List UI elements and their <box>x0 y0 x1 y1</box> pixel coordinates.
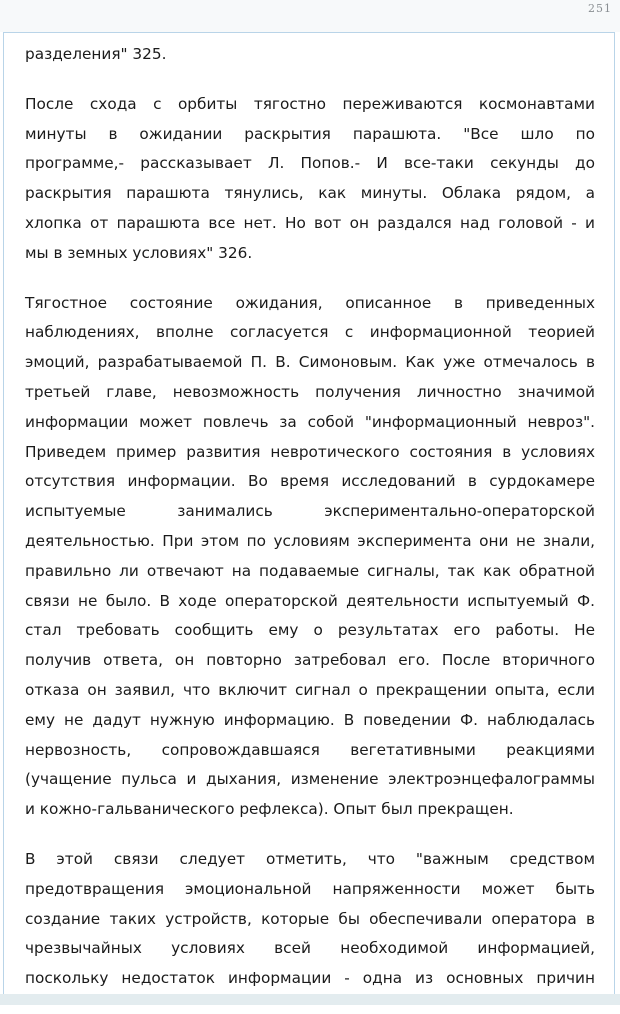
text-line: эмоций, разрабатываемой П. В. Симоновым. Как уже отмечалось в <box>25 353 595 372</box>
text-line: правильно ли отвечают на подаваемые сигналы, так как обратной <box>25 561 595 580</box>
text-line: нервозность, сопровождавшаяся вегетативными реакциями <box>25 740 595 759</box>
paragraph-3 <box>25 289 595 825</box>
text-line: мы в земных условиях" 326. <box>25 243 253 262</box>
text-line: и кожно-гальванического рефлекса). Опыт был прекращен. <box>25 800 514 819</box>
page-number: 251 <box>588 2 612 15</box>
text-line: Тягостное состояние ожидания, описанное в приведенных <box>25 293 595 312</box>
text-line: создание таких устройств, которые бы обеспечивали оператора в <box>25 909 595 928</box>
text-line: предотвращения эмоциональной напряженности может быть <box>25 879 595 898</box>
text-line: минуты в ожидании раскрытия парашюта. "Все шло по <box>25 124 595 143</box>
text-line: программе,- рассказывает Л. Попов.- И все-таки секунды до <box>25 154 595 173</box>
text-line: информации может повлечь за собой "информационный невроз". <box>25 412 595 431</box>
text-line: получив ответа, он повторно затребовал его. После вторичного <box>25 651 595 670</box>
paragraph-2 <box>25 90 595 269</box>
text-line: Приведем пример развития невротического состояния в условиях <box>25 442 595 461</box>
top-band <box>0 0 620 32</box>
text-body <box>25 40 595 1014</box>
text-line: связи не было. В ходе операторской деятельности испытуемый Ф. <box>25 591 595 610</box>
bottom-band <box>0 994 620 1005</box>
paragraph-4 <box>25 845 595 994</box>
text-line: испытуемые занимались экспериментально-операторской <box>25 502 595 521</box>
text-line: чрезвычайных условиях всей необходимой информацией, <box>25 939 595 958</box>
text-line: отказа он заявил, что включит сигнал о прекращении опыта, если <box>25 680 595 699</box>
text-line: В этой связи следует отметить, что "важным средством <box>25 849 595 868</box>
text-line: ему не дадут нужную информацию. В поведении Ф. наблюдалась <box>25 710 595 729</box>
text-line: хлопка от парашюта все нет. Но вот он раздался над головой - и <box>25 213 595 232</box>
text-line: поскольку недостаток информации - одна из основных причин <box>25 969 595 988</box>
text-line: стал требовать сообщить ему о результатах его работы. Не <box>25 621 595 640</box>
text-line: раскрытия парашюта тянулись, как минуты. Облака рядом, а <box>25 184 595 203</box>
text-line: После схода с орбиты тягостно переживаются космонавтами <box>25 94 595 113</box>
text-line: третьей главе, невозможность получения личностно значимой <box>25 382 595 401</box>
text-line: деятельностью. При этом по условиям эксперимента они не знали, <box>25 531 595 550</box>
text-line: наблюдениях, вполне согласуется с информационной теорией <box>25 323 595 342</box>
paragraph-1 <box>25 40 595 70</box>
text-line: (учащение пульса и дыхания, изменение электроэнцефалограммы <box>25 770 595 789</box>
text-line: разделения" 325. <box>25 45 167 63</box>
text-line: отсутствия информации. Во время исследований в сурдокамере <box>25 472 595 491</box>
